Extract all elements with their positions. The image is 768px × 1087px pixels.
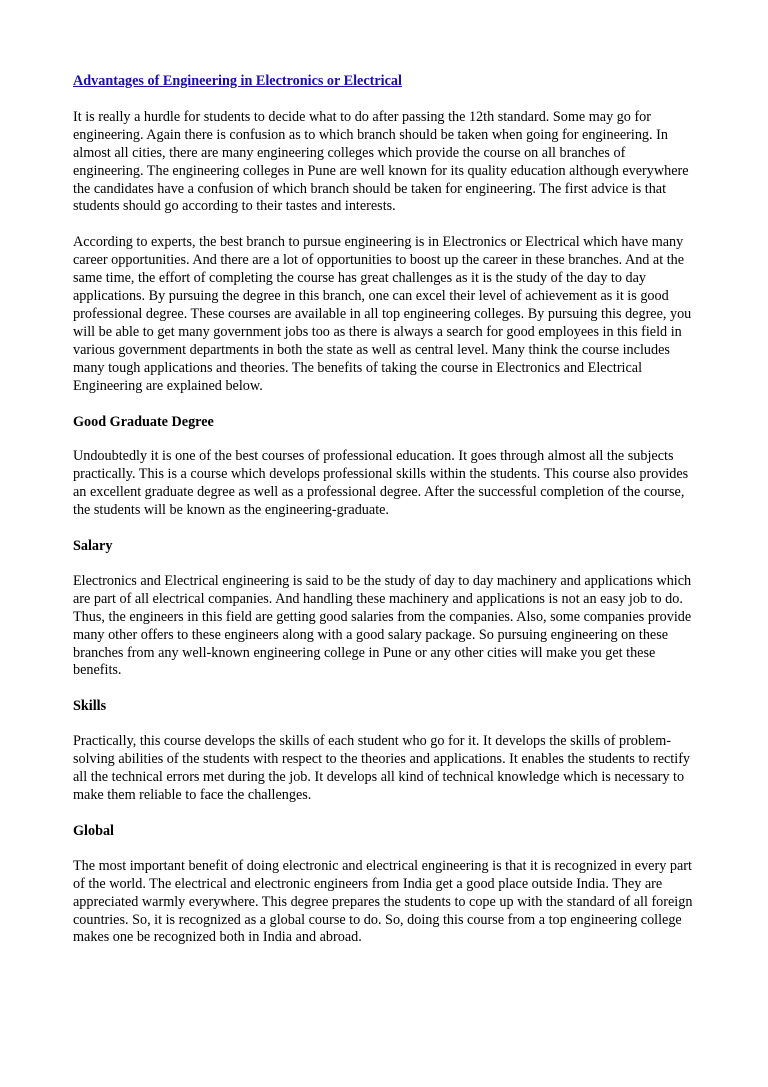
document-title xyxy=(73,73,698,91)
section-body-global: The most important benefit of doing electronic and electrical engineering is that it is recognized in every part of the world. The electrical and electronic engineers from India get a good place outside India. They are appreciated warmly everywhere. This degree prepares the students to cope up with the standard of all foreign countries. So, it is recognized as a global course to do. So, doing this course from a top engineering college makes one be recognized both in India and abroad. xyxy=(73,857,693,946)
document-page xyxy=(73,73,698,965)
section-heading-salary: Salary xyxy=(73,538,113,555)
section-body-salary: Electronics and Electrical engineering is said to be the study of day to day machinery and applications which are part of all electrical companies. And handling these machinery and applications is not an easy job to do. Thus, the engineers in this field are getting good salaries from the companies. Also, some companies provide many other offers to these engineers along with a good salary package. So pursuing engineering on these branches from any well-known engineering college in Pune or any other cities will make you get these benefits. xyxy=(73,572,692,679)
section-heading-skills: Skills xyxy=(73,698,107,715)
section-body-skills: Practically, this course develops the skills of each student who go for it. It develops the skills of problem-solving abilities of the students with respect to the theories and applications. It enables the students to rectify all the technical errors met during the job. It develops all kind of technical knowledge which is necessary to make them reliable to face the challenges. xyxy=(73,733,691,803)
section-heading-global: Global xyxy=(73,822,114,839)
title-link[interactable]: Advantages of Engineering in Electronics or Electrical xyxy=(73,73,402,89)
section-heading-graduate-degree: Good Graduate Degree xyxy=(73,413,214,430)
intro-paragraph-1: It is really a hurdle for students to decide what to do after passing the 12th standard. Some may go for engineering. Again there is confusion as to which branch should be taken when going for engineering. In almost all cities, there are many engineering colleges which provide the course on all branches of engineering. The engineering colleges in Pune are well known for its quality education although everywhere the candidates have a confusion of which branch should be taken for engineering. The first advice is that students should go according to their tastes and interests. xyxy=(73,108,689,215)
section-body-graduate-degree: Undoubtedly it is one of the best courses of professional education. It goes through almost all the subjects practically. This is a course which develops professional skills within the students. This course also provides an excellent graduate degree as well as a professional degree. After the successful completion of the course, the students will be known as the engineering-graduate. xyxy=(73,448,689,519)
intro-paragraph-2: According to experts, the best branch to pursue engineering is in Electronics or Electrical which have many career opportunities. And there are a lot of opportunities to boost up the career in these branches. And at the same time, the effort of completing the course has great challenges as it is the study of the day to day applications. By pursuing the degree in this branch, one can excel their level of achievement as it is good professional degree. These courses are available in all top engineering colleges. By pursuing this degree, you will be able to get many government jobs too as there is always a search for good employees in this field in various government departments in both the state as well as central level. Many think the course includes many tough applications and theories. The benefits of taking the course in Electronics and Electrical Engineering are explained below. xyxy=(73,234,692,394)
